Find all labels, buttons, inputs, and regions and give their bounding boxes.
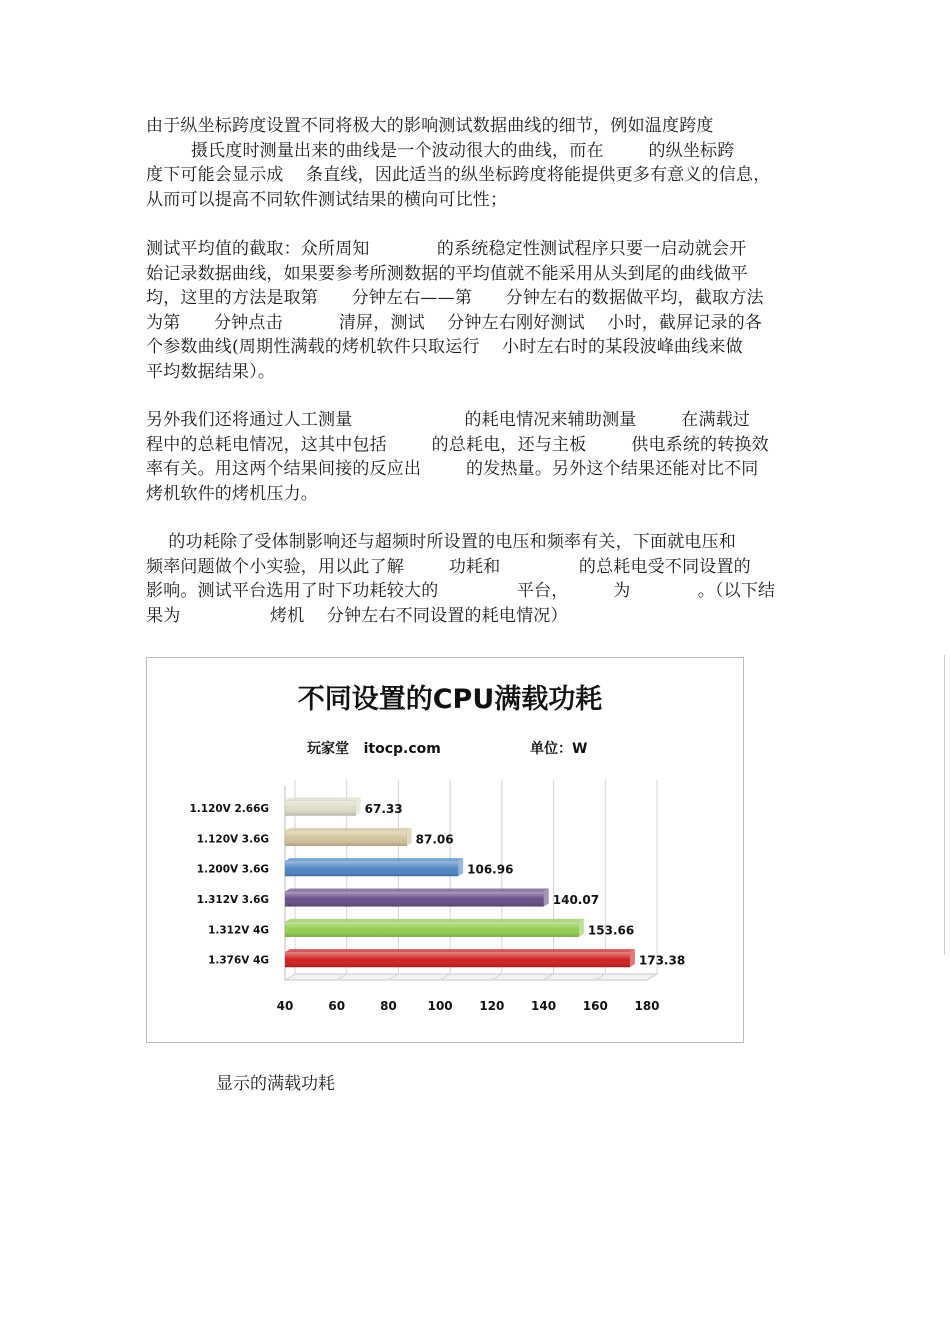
bar-top bbox=[285, 828, 412, 831]
category-label: 1.312V 4G bbox=[208, 924, 269, 937]
chart-source: 玩家堂 itocp.com bbox=[307, 741, 441, 757]
bar-shading bbox=[285, 922, 579, 937]
data-label: 153.66 bbox=[587, 923, 635, 938]
bar-top bbox=[285, 858, 463, 861]
x-tick-label: 80 bbox=[380, 999, 397, 1013]
paragraph-1 bbox=[146, 114, 810, 212]
category-label: 1.120V 3.6G bbox=[196, 833, 269, 846]
bar-top bbox=[285, 949, 635, 952]
paragraph-4 bbox=[146, 530, 810, 628]
data-label: 106.96 bbox=[467, 862, 514, 877]
data-label: 67.33 bbox=[364, 802, 403, 816]
bar-end bbox=[544, 889, 549, 907]
x-tick-label: 100 bbox=[427, 999, 453, 1013]
x-tick-label: 180 bbox=[634, 999, 660, 1013]
bar-end bbox=[630, 949, 635, 967]
chart-canvas bbox=[147, 658, 743, 1042]
paragraph-4-text: 的功耗除了受体制影响还与超频时所设置的电压和频率有关，下面就电压和 频率问题做个小实验，用以此了解 功耗和 的总耗电受不同设置的 影响。测试平台选用了时下功耗较大的 平台， 为 。（以下结 果为 烤机 分钟左右不同设置的耗电情况） bbox=[146, 532, 776, 626]
x-tick-label: 120 bbox=[479, 999, 505, 1013]
power-chart bbox=[146, 657, 744, 1043]
chart-labels bbox=[189, 802, 685, 1013]
paragraph-3-text: 另外我们还将通过人工测量 的耗电情况来辅助测量 在满载过 程中的总耗电情况，这其中包括 的总耗电，还与主板 供电系统的转换效 率有关。用这两个结果间接的反应出 的发热量。另外这个结果还能对比不同 烤机软件的烤机压力。 bbox=[146, 410, 769, 504]
paragraph-1-text: 由于纵坐标跨度设置不同将极大的影响测试数据曲线的细节，例如温度跨度 摄氏度时测量出来的曲线是一个波动很大的曲线，而在 的纵坐标跨 度下可能会显示成 条直线，因此适当的纵坐标跨度将能提供更多有意义的信息， 从而可以提高不同软件测试结果的横向可比性； bbox=[146, 116, 771, 210]
bar-top bbox=[285, 889, 549, 892]
bar-shading bbox=[285, 861, 458, 876]
bar-end bbox=[458, 858, 463, 876]
chart-unit: 单位：W bbox=[530, 741, 588, 757]
category-label: 1.200V 3.6G bbox=[196, 863, 269, 876]
bar-top bbox=[285, 919, 584, 922]
bar-shading bbox=[285, 952, 630, 967]
paragraph-2 bbox=[146, 237, 810, 384]
x-tick-label: 160 bbox=[582, 999, 608, 1013]
category-label: 1.120V 2.66G bbox=[189, 803, 269, 815]
data-label: 87.06 bbox=[415, 832, 454, 847]
chart-title: 不同设置的CPU满载功耗 bbox=[297, 684, 603, 715]
figure-caption: 显示的满载功耗 bbox=[216, 1074, 335, 1094]
bar-shading bbox=[285, 831, 407, 846]
bar-end bbox=[407, 828, 412, 846]
x-tick-label: 60 bbox=[328, 999, 346, 1013]
category-label: 1.376V 4G bbox=[208, 954, 269, 967]
bar-top bbox=[285, 798, 361, 801]
bar-shading bbox=[285, 801, 356, 816]
paragraph-3 bbox=[146, 408, 810, 506]
page-edge-rule bbox=[944, 655, 945, 955]
x-tick-label: 140 bbox=[531, 999, 557, 1013]
bar-end bbox=[579, 919, 584, 937]
chart-bars bbox=[285, 798, 635, 968]
data-label: 140.07 bbox=[552, 893, 600, 907]
data-label: 173.38 bbox=[638, 953, 686, 968]
bar-end bbox=[356, 798, 361, 816]
category-label: 1.312V 3.6G bbox=[196, 894, 269, 906]
x-tick-label: 40 bbox=[276, 999, 294, 1013]
paragraph-2-text: 测试平均值的截取：众所周知 的系统稳定性测试程序只要一启动就会开 始记录数据曲线，如果要参考所测数据的平均值就不能采用从头到尾的曲线做平 均，这里的方法是取第 分钟左右——第 分钟左右的数据做平均，截取方法 为第 分钟点击 清屏，测试 分钟左右刚好测试 小时，截屏记录的各 个参数曲线(周期性满载的烤机软件只取运行 小时左右时的某段波峰曲线来做 平均数据结果）。 bbox=[146, 239, 764, 382]
bar-shading bbox=[285, 892, 544, 907]
